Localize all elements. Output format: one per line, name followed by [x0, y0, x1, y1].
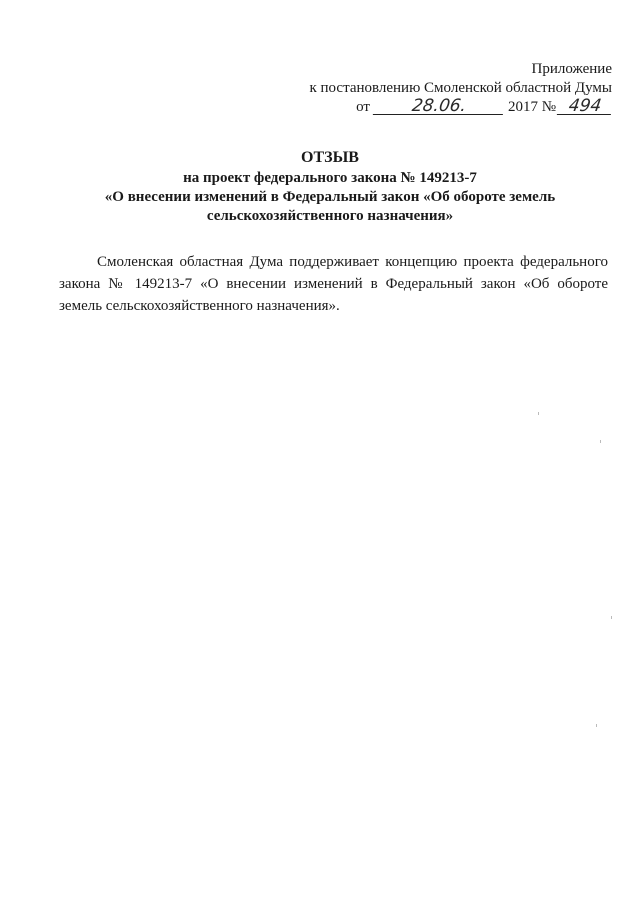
year-label: 2017 № — [507, 99, 556, 115]
scan-speck — [538, 412, 539, 415]
heading-line-1: на проект федерального закона № 149213-7 — [183, 170, 477, 186]
from-label: от — [356, 99, 370, 115]
scan-speck — [600, 440, 601, 443]
appendix-date-line — [252, 98, 612, 117]
heading-line-3: сельскохозяйственного назначения» — [206, 208, 454, 224]
body-paragraph: Смоленская областная Дума поддерживает концепцию проекта федерального закона № 149213-7 «О внесении изменений в Федеральный закон «Об обороте земель сельскохозяйственного назначения». — [59, 254, 608, 314]
appendix-title: Приложение — [531, 61, 612, 77]
scan-speck — [596, 724, 597, 727]
handwritten-date: 28.06. — [373, 98, 505, 115]
handwritten-number: 494 — [557, 98, 613, 115]
document-heading — [60, 148, 600, 226]
appendix-block — [252, 60, 612, 117]
document-title: ОТЗЫВ — [301, 149, 359, 166]
heading-line-2: «О внесении изменений в Федеральный закон «Об обороте земель — [104, 189, 556, 205]
scan-speck — [611, 616, 612, 619]
appendix-resolution: к постановлению Смоленской областной Думы — [309, 80, 612, 96]
